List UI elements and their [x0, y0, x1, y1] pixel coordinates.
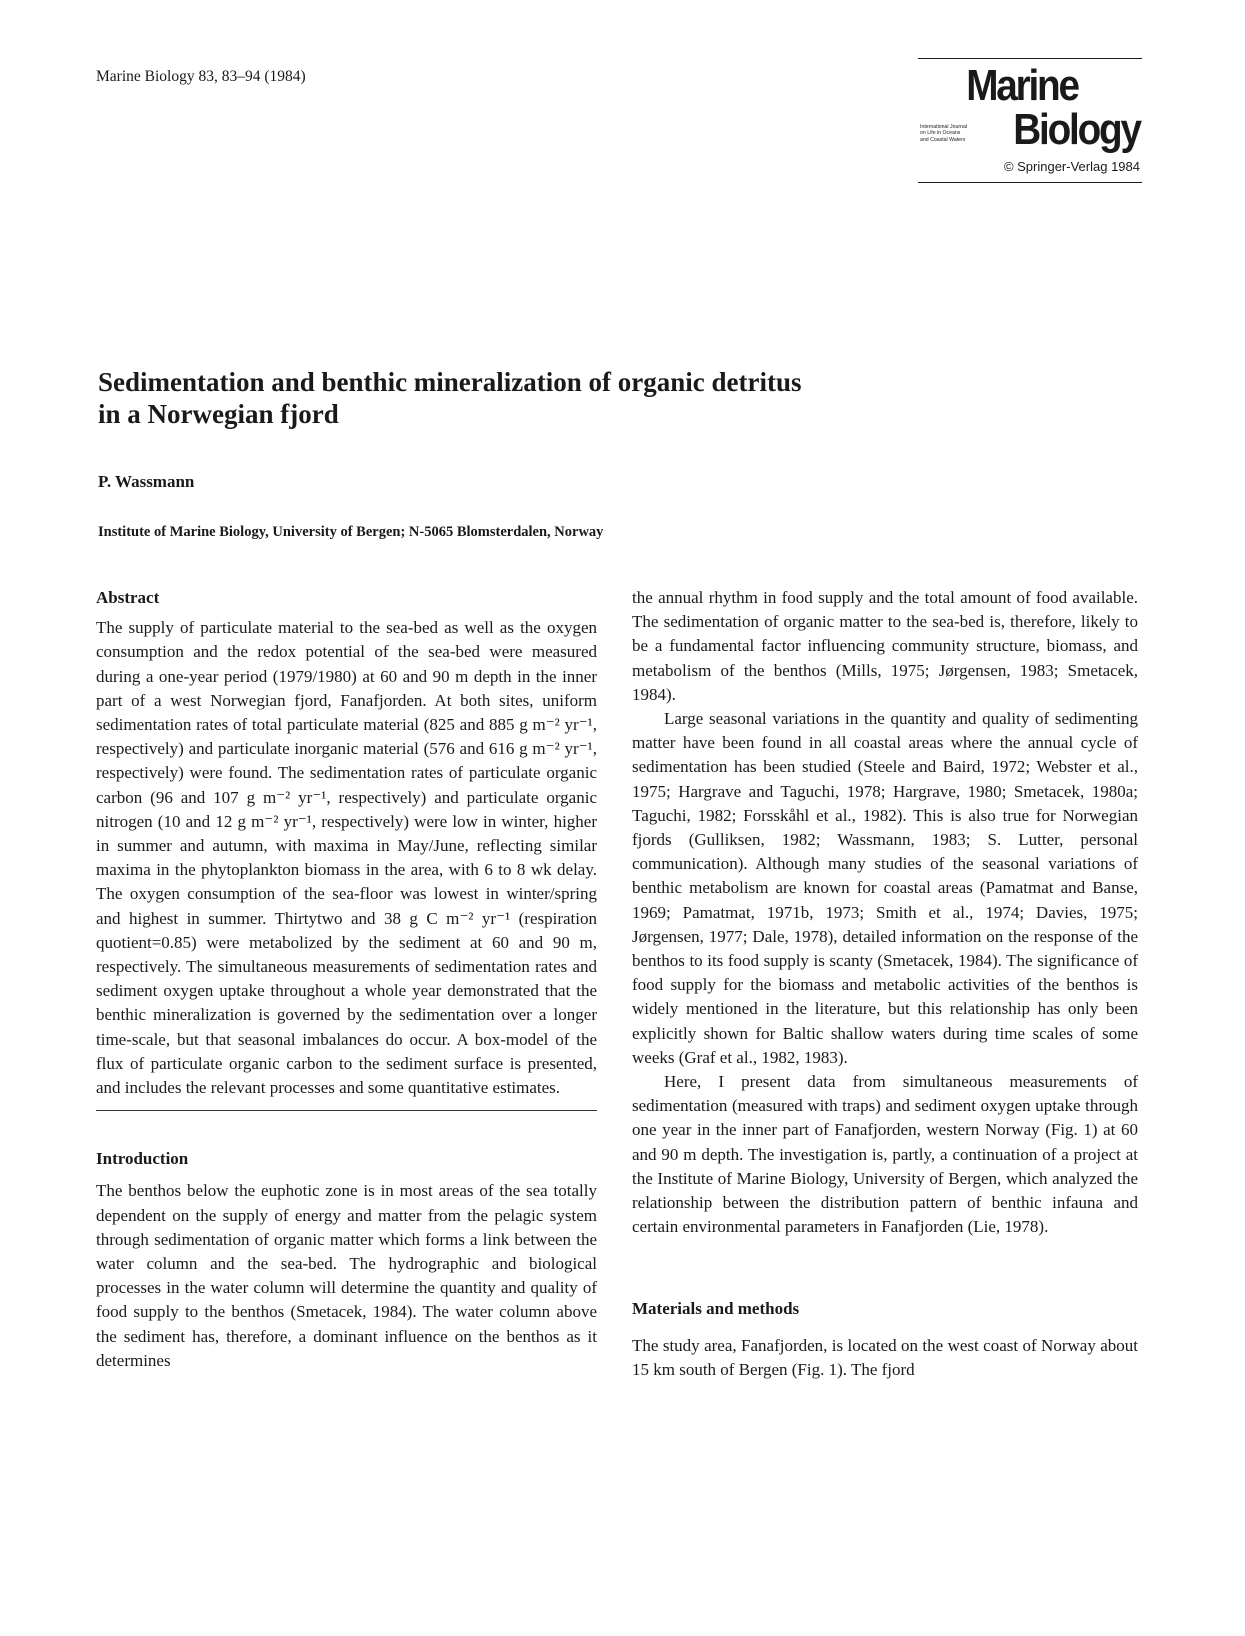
logo-word-marine: Marine: [966, 61, 1078, 110]
logo-tagline-line: and Coastal Waters: [920, 136, 966, 143]
logo-bottom-rule: [918, 182, 1142, 183]
introduction-paragraph: The benthos below the euphotic zone is in most areas of the sea totally dependent on the supply of energy and matter from the pelagic system through sedimentation of organic matter which forms a link between the water column and the sea-bed. The hydrographic and biological processes in the water column will determine the quantity and quality of food supply to the benthos (Smetacek, 1984). The water column above the sediment has, therefore, a dominant influence on the benthos as it determines: [96, 1181, 597, 1370]
abstract-heading: Abstract: [96, 588, 160, 607]
introduction-paragraph: Large seasonal variations in the quantity and quality of sedimenting matter have been found in all coastal areas where the annual cycle of sedimentation has been studied (Steele and Baird, 1972; Webster et al., 1975; Hargrave and Taguchi, 1978; Hargrave, 1980; Smetacek, 1980a; Taguchi, 1982; Forsskåhl et al., 1982). This is also true for Norwegian fjords (Gulliksen, 1982; Wassmann, 1983; S. Lutter, personal communication). Although many studies of the seasonal variations of benthic metabolism are known for coastal areas (Pamatmat and Banse, 1969; Pamatmat, 1971b, 1973; Smith et al., 1974; Davies, 1975; Jørgensen, 1977; Dale, 1978), detailed information on the response of the benthos to its food supply is scanty (Smetacek, 1984). The significance of food supply for the biomass and metabolic activities of the benthos is widely mentioned in the literature, but this relationship has only been explicitly shown for Baltic shallow waters during time scales of some weeks (Graf et al., 1982, 1983).: [632, 709, 1138, 1067]
introduction-heading: Introduction: [96, 1149, 189, 1169]
logo-word-biology: Biology: [1013, 105, 1140, 154]
logo-top-rule: [918, 58, 1142, 59]
title-line: in a Norwegian fjord: [98, 399, 339, 429]
introduction-paragraph: Here, I present data from simultaneous measurements of sedimentation (measured with traps) and sediment oxygen uptake through one year in the inner part of Fanafjorden, western Norway (Fig. 1) at 60 and 90 m depth. The investigation is, partly, a continuation of a project at the Institute of Marine Biology, University of Bergen, which analyzed the relationship between the distribution pattern of benthic infauna and certain environmental parameters in Fanafjorden (Lie, 1978).: [632, 1072, 1138, 1237]
left-column: [96, 586, 597, 1373]
logo-copyright: © Springer-Verlag 1984: [1003, 159, 1140, 174]
author-name: P. Wassmann: [98, 472, 195, 491]
author-affiliation: Institute of Marine Biology, University of Bergen; N-5065 Blomsterdalen, Norway: [98, 524, 604, 540]
logo-tagline-line: on Life in Oceans: [920, 130, 961, 137]
title-line: Sedimentation and benthic mineralization of organic detritus: [98, 367, 802, 397]
journal-logo: [918, 58, 1142, 184]
introduction-paragraph-continued: the annual rhythm in food supply and the total amount of food available. The sedimentation of organic matter to the sea-bed is, therefore, likely to be a fundamental factor influencing community structure, biomass, and metabolism of the benthos (Mills, 1975; Jørgensen, 1983; Smetacek, 1984).: [632, 588, 1138, 704]
logo-tagline-line: International Journal: [920, 124, 968, 130]
methods-heading: Materials and methods: [632, 1299, 800, 1319]
right-column: [632, 586, 1138, 1382]
abstract-text: The supply of particulate material to the sea-bed as well as the oxygen consumption and the redox potential of the sea-bed were measured during a one-year period (1979/1980) at 60 and 90 m depth in the inner part of a west Norwegian fjord, Fanafjorden. At both sites, uniform sedimentation rates of total particulate material (825 and 885 g m⁻² yr⁻¹, respectively) and particulate inorganic material (576 and 616 g m⁻² yr⁻¹, respectively) were found. The sedimentation rates of particulate organic carbon (96 and 107 g m⁻² yr⁻¹, respectively) and particulate organic nitrogen (10 and 12 g m⁻² yr⁻¹, respectively) were low in winter, higher in summer and autumn, with maxima in May/June, reflecting similar maxima in the phytoplankton biomass in the area, with 6 to 8 wk delay. The oxygen consumption of the sea-floor was lowest in winter/spring and highest in summer. Thirtytwo and 38 g C m⁻² yr⁻¹ (respiration quotient=0.85) were metabolized by the sediment at 60 and 90 m, respectively. The simultaneous measurements of sedimentation rates and sediment oxygen uptake throughout a whole year demonstrated that the benthic mineralization is governed by the sedimentation over a longer time-scale, but that seasonal imbalances do occur. A box-model of the flux of particulate organic carbon to the sediment surface is presented, and includes the relevant processes and some quantitative estimates.: [96, 618, 597, 1098]
journal-citation: Marine Biology 83, 83–94 (1984): [96, 68, 306, 85]
methods-paragraph: The study area, Fanafjorden, is located on the west coast of Norway about 15 km south of Bergen (Fig. 1). The fjord: [632, 1335, 1138, 1379]
logo-tagline: [920, 124, 967, 143]
article-title: [98, 366, 802, 430]
